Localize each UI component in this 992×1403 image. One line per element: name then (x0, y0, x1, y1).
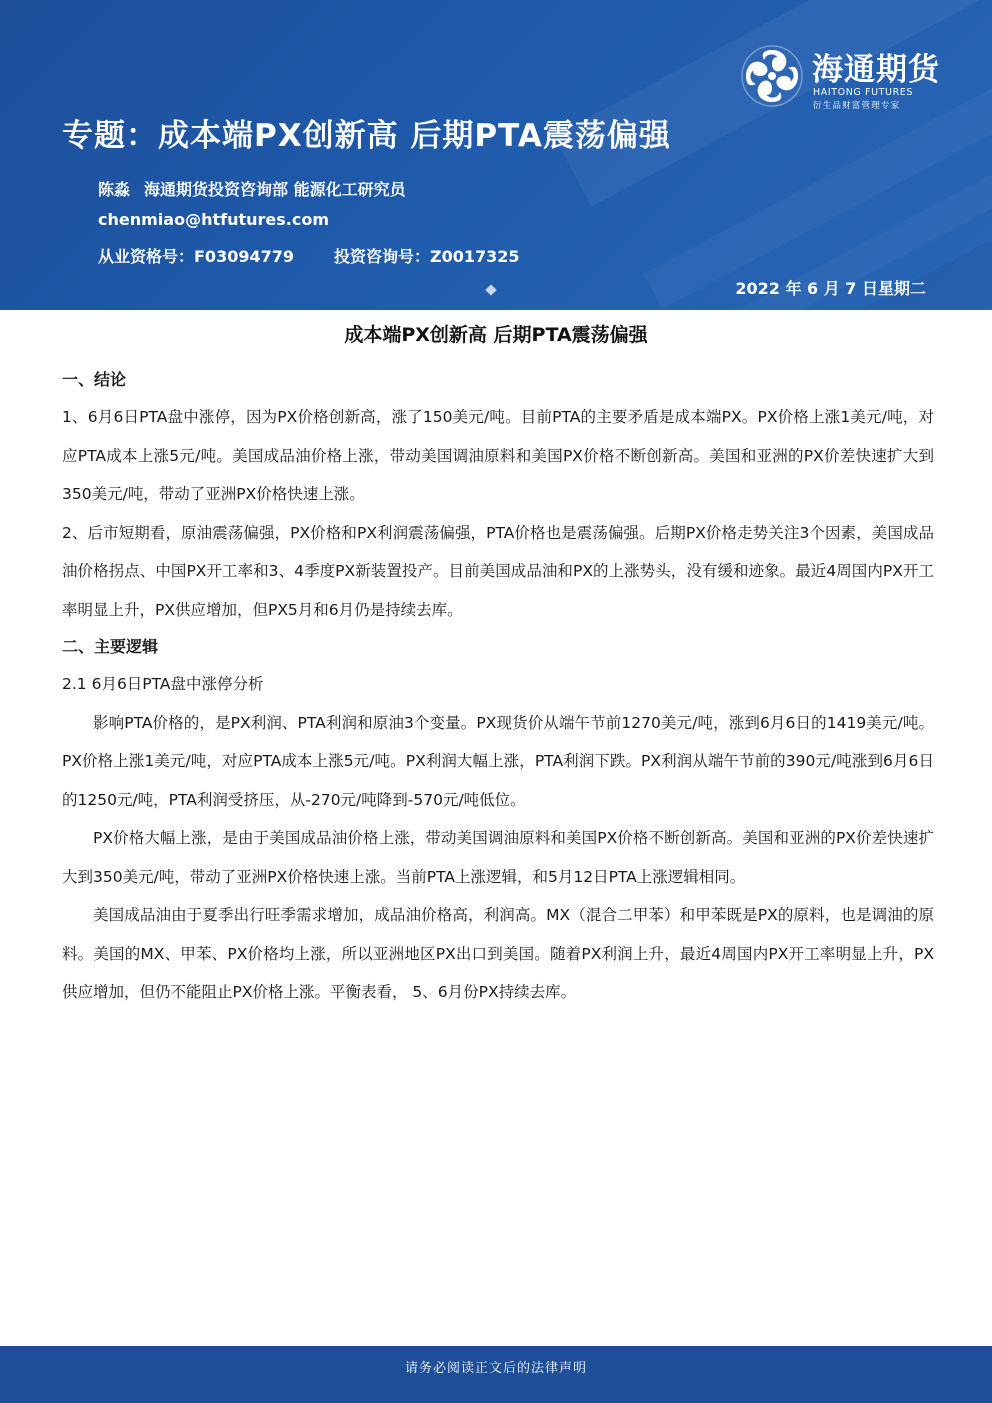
logic-paragraph: PX价格大幅上涨，是由于美国成品油价格上涨，带动美国调油原料和美国PX价格不断创新高。美国和亚洲的PX价差快速扩大到350美元/吨，带动了亚洲PX价格快速上涨。当前PTA上涨逻辑，和5月12日PTA上涨逻辑相同。 (62, 829, 934, 886)
logic-paragraph: 影响PTA价格的，是PX利润、PTA利润和原油3个变量。PX现货价从端午节前1270美元/吨，涨到6月6日的1419美元/吨。PX价格上涨1美元/吨，对应PTA成本上涨5元/吨。PX利润大幅上涨，PTA利润下跌。PX利润从端午节前的390元/吨涨到6月6日的1250元/吨，PTA利润受挤压，从-270元/吨降到-570元/吨低位。 (62, 713, 934, 809)
brand-logo[interactable] (740, 42, 970, 112)
report-title: 专题：成本端PX创新高 后期PTA震荡偏强 (62, 118, 671, 154)
advisory-number: 投资咨询号：Z0017325 (334, 247, 520, 266)
subsection-heading: 2.1 6月6日PTA盘中涨停分析 (62, 675, 264, 693)
author-department: 海通期货投资咨询部 能源化工研究员 (144, 180, 406, 199)
author-email[interactable]: chenmiao@htfutures.com (98, 210, 329, 229)
author-credentials (98, 244, 520, 267)
brand-name-en: HAITONG FUTURES (813, 87, 914, 98)
diamond-icon (485, 284, 496, 295)
report-header (0, 0, 992, 310)
brand-name-cn: 海通期货 (812, 52, 940, 88)
report-date: 2022 年 6 月 7 日星期二 (735, 279, 926, 298)
swirl-logo-icon (740, 44, 804, 108)
brand-tagline: 衍生品财富管理专家 (813, 101, 901, 111)
license-number: 从业资格号：F03094779 (98, 247, 294, 266)
author-line (98, 177, 406, 200)
section-heading: 二、主要逻辑 (62, 637, 159, 656)
document-body (62, 362, 934, 1012)
document-title: 成本端PX创新高 后期PTA震荡偏强 (344, 324, 648, 346)
conclusion-paragraph: 2、后市短期看，原油震荡偏强，PX价格和PX利润震荡偏强，PTA价格也是震荡偏强。后期PX价格走势关注3个因素，美国成品油价格拐点、中国PX开工率和3、4季度PX新装置投产。目前美国成品油和PX的上涨势头，没有缓和迹象。最近4周国内PX开工率明显上升，PX供应增加，但PX5月和6月仍是持续去库。 (62, 523, 934, 619)
author-name: 陈淼 (98, 180, 131, 199)
logic-paragraph: 美国成品油由于夏季出行旺季需求增加，成品油价格高，利润高。MX（混合二甲苯）和甲苯既是PX的原料，也是调油的原料。美国的MX、甲苯、PX价格均上涨，所以亚洲地区PX出口到美国。随着PX利润上升，最近4周国内PX开工率明显上升，PX供应增加，但仍不能阻止PX价格上涨。平衡表看， 5、6月份PX持续去库。 (62, 906, 934, 1001)
conclusion-paragraph: 1、6月6日PTA盘中涨停，因为PX价格创新高，涨了150美元/吨。目前PTA的主要矛盾是成本端PX。PX价格上涨1美元/吨，对应PTA成本上涨5元/吨。美国成品油价格上涨，带动美国调油原料和美国PX价格不断创新高。美国和亚洲的PX价差快速扩大到350美元/吨，带动了亚洲PX价格快速上涨。 (62, 408, 934, 503)
section-heading: 一、结论 (62, 370, 127, 389)
legal-disclaimer-link[interactable]: 请务必阅读正文后的法律声明 (404, 1361, 587, 1376)
